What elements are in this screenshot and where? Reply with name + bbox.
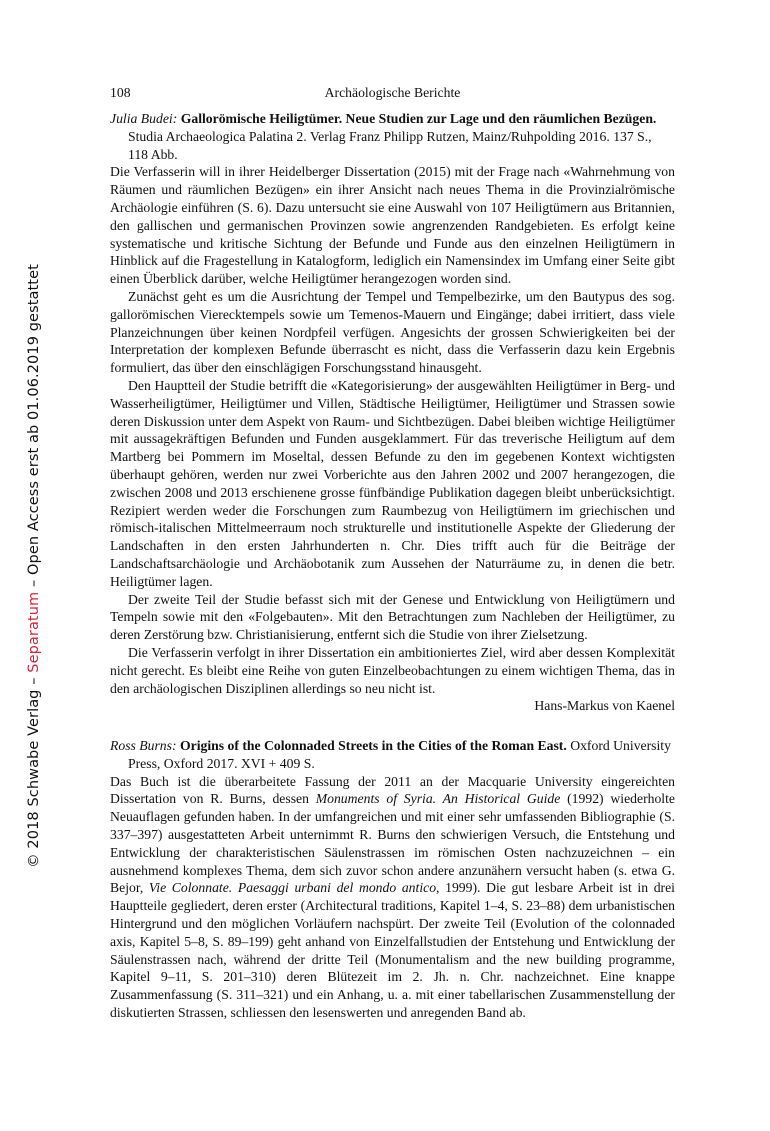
- review1-paragraph-1: Die Verfasserin will in ihrer Heidelberger Dissertation (2015) mit der Frage nach «Wahrnehmung von Räumen und räumlichen Bezügen» ein ihrer Ansicht nach neues Thema in die Provinzialrömische Archäologie einführen (S. 6). Dazu untersucht sie eine Auswahl von 107 Heiligtümern aus Britannien, den gallischen und germanischen Provinzen sowie angrenzenden Randgebieten. Es erfolgt keine systematische und kritische Sichtung der Befunde und Funde aus den einzelnen Heiligtümern in Hinblick auf die Fragestellung in Katalogform, lediglich ein Namensindex im Umfang einer Seite gibt einen Überblick darüber, welche Heiligtümer herangezogen worden sind.: [110, 164, 675, 287]
- review2-author: Ross Burns:: [110, 738, 177, 754]
- copyright-notice: [26, 264, 42, 868]
- review1-publication: Studia Archaeologica Palatina 2. Verlag Franz Philipp Rutzen, Mainz/Ruhpolding 2016. 137 S., 118 Abb.: [128, 128, 652, 162]
- review1-paragraph-4: Der zweite Teil der Studie befasst sich mit der Genese und Entwicklung von Heiligtümern und Tempeln sowie mit den «Folgebauten». Mit den Betrachtungen zum Nachleben der Heiligtümer, zu deren Zerstörung bzw. Christianisierung, entfernt sich die Studie von ihrer Zielsetzung.: [110, 591, 675, 643]
- review1-paragraph-3: Den Hauptteil der Studie betrifft die «Kategorisierung» der ausgewählten Heiligtümer in Berg- und Wasserheiligtümer, Heiligtümer und Villen, Städtische Heiligtümer, Heiligtümer und Strassen sowie deren Diskussion unter dem Aspekt von Raum- und Sichtbezügen. Dabei bleiben wichtige Heiligtümer mit aussagekräftigen Befunden und Funden ausgeklammert. Für das treverische Heiligtum auf dem Martberg bei Pommern im Moseltal, dessen Befunde zu den im gegebenen Kontext wichtigsten überhaupt gehören, werden nur zwei Vorberichte aus den Jahren 2002 und 2007 herangezogen, die zwischen 2008 und 2013 erschienene grosse fünfbändige Publikation dagegen bleibt unberücksichtigt. Rezipiert werden weder die Forschungen zum Raumbezug von Heiligtümern im griechischen und römisch-italischen Mittelmeerraum noch strukturelle und institutionelle Aspekte der Gliederung der Landschaften in den ersten Jahrhunderten n. Chr. Dies trifft auch für die Beiträge der Landschaftsarchäologie und Archäobotanik zum Aussehen der Naturräume zu, in denen die betr. Heiligtümer lagen.: [110, 377, 675, 589]
- review1-paragraph-2: Zunächst geht es um die Ausrichtung der Tempel und Tempelbezirke, um den Bautypus des sog. gallorömischen Vierecktempels sowie um Temenos-Mauern und Eingänge; dabei irritiert, dass viele Planzeichnungen über keinen Nordpfeil verfügen. Angesichts der grossen Schwierigkeiten bei der Interpretation der komplexen Befunde überrascht es nicht, dass die Verfasserin dazu kein Ergebnis formuliert, das über den einschlägigen Forschungsstand hinausgeht.: [110, 288, 675, 376]
- review2-cited-title-b: Vie Colonnate. Paesaggi urbani del mondo antico: [148, 880, 437, 896]
- review2-text-b: (1992) wiederholte Neuauflagen gefunden haben. In der umfangreichen und mit einer sehr umfassenden Bibliographie (S. 337–397) ausgestatteten Arbeit unternimmt R. Burns den schwierigen Versuch, die Entstehung und Entwicklung der charakteristischen Säulenstrassen im römischen Osten nachzuzeichnen – ein ausnehmend komplexes Thema, dem sich zuvor schon andere anzunähern versucht haben (s. etwa G. Bejor,: [110, 791, 675, 896]
- review2-publication: Oxford University Press, Oxford 2017. XVI + 409 S.: [128, 738, 671, 771]
- review2-citation: [110, 737, 675, 773]
- review2-cited-title-a: Monuments of Syria. An Historical Guide: [315, 791, 561, 807]
- review1-citation: [110, 110, 675, 163]
- review2-paragraph: [110, 773, 675, 1022]
- open-access-note: – Open Access erst ab 01.06.2019 gestattet: [26, 263, 42, 592]
- copyright-sidebar: [18, 0, 50, 1131]
- running-title: Archäologische Berichte: [324, 85, 461, 100]
- review1-paragraph-5: Die Verfasserin verfolgt in ihrer Dissertation ein ambitioniertes Ziel, wird aber dessen Komplexität nicht gerecht. Es bleibt eine Reihe von guten Einzelbeobachtungen zu einem wichtigen Thema, das in den archäologischen Disziplinen allerdings so neu nicht ist.: [110, 644, 675, 696]
- review1-reviewer: Hans-Markus von Kaenel: [534, 698, 675, 714]
- page-content: [110, 84, 675, 1022]
- review-separator: [110, 715, 675, 731]
- page-header: [110, 84, 675, 104]
- review2-text-a: Das Buch ist die überarbeitete Fassung der 2011 an der Macquarie University eingereichten Dissertation von R. Burns, dessen: [110, 773, 675, 807]
- review2-title: Origins of the Colonnaded Streets in the Cities of the Roman East.: [179, 738, 567, 754]
- page-number: 108: [110, 85, 131, 100]
- review2-text-c: , 1999). Die gut lesbare Arbeit ist in drei Hauptteile gegliedert, deren erster (Architectural traditions, Kapitel 1–4, S. 23–88) dem urbanistischen Hintergrund und den möglichen Vorläufern nachspürt. Der zweite Teil (Evolution of the colonnaded axis, Kapitel 5–8, S. 89–199) geht anhand von Einzelfallstudien der Entstehung und Entwicklung der Säulenstrassen nach, während der dritte Teil (Monumentalism and the new building programme, Kapitel 9–11, S. 201–310) deren Blütezeit im 2. Jh. n. Chr. nachzeichnet. Eine knappe Zusammenfassung (S. 311–321) und ein Anhang, u. a. mit einer tabellarischen Zusammenstellung der diskutierten Strassen, schliessen den lesenswerten und anregenden Band ab.: [110, 880, 675, 1021]
- copyright-text: © 2018 Schwabe Verlag –: [26, 672, 42, 868]
- review1-title: Gallorömische Heiligtümer. Neue Studien zur Lage und den räumlichen Bezügen.: [180, 111, 657, 126]
- review1-author: Julia Budei:: [110, 111, 178, 126]
- separatum-label: Separatum: [26, 591, 42, 673]
